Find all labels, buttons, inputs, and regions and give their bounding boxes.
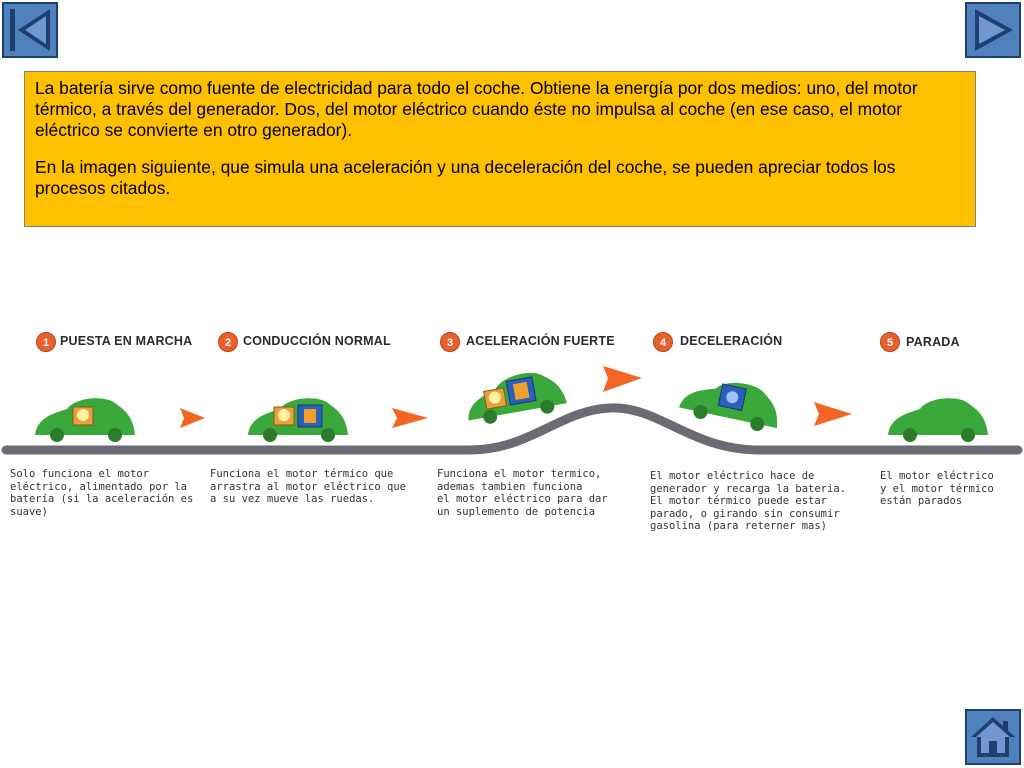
step-5-number: 5	[880, 332, 900, 352]
step-2-description: Funciona el motor térmico que arrastra al motor eléctrico que a su vez mueve las ruedas.	[210, 468, 406, 505]
home-icon	[967, 711, 1019, 763]
road	[6, 408, 1018, 450]
car-3	[462, 367, 568, 427]
step-5-title: PARADA	[906, 335, 960, 349]
home-button[interactable]	[965, 709, 1021, 765]
arrow-4	[814, 402, 852, 426]
first-slide-icon	[4, 4, 56, 56]
first-slide-button[interactable]	[2, 2, 58, 58]
step-1-title: PUESTA EN MARCHA	[60, 334, 193, 348]
step-3-title: ACELERACIÓN FUERTE	[466, 334, 615, 348]
car-4	[678, 371, 785, 435]
hybrid-process-figure	[0, 300, 1024, 550]
car-2	[248, 398, 348, 442]
car-5	[888, 398, 988, 442]
arrow-2	[392, 408, 428, 428]
step-5-description: El motor eléctrico y el motor térmico están parados	[880, 470, 994, 507]
step-3-number: 3	[440, 332, 460, 352]
explanation-textbox	[24, 71, 976, 227]
paragraph-battery: La batería sirve como fuente de electricidad para todo el coche. Obtiene la energía por dos medios: uno, del motor térmico, a través del generador. Dos, del motor eléctrico cuando éste no impulsa al coche (en ese caso, el motor eléctrico se convierte en otro generador).	[35, 78, 918, 140]
car-1	[35, 398, 135, 442]
arrow-3	[603, 366, 642, 392]
step-2-title: CONDUCCIÓN NORMAL	[243, 334, 391, 348]
step-1-number: 1	[36, 332, 56, 352]
step-4-description: El motor eléctrico hace de generador y recarga la bateria. El motor térmico puede estar parado, o girando sin consumir gasolina (para reterner mas)	[650, 470, 846, 532]
step-3-description: Funciona el motor termico, ademas tambien funciona el motor eléctrico para dar un suplemento de potencia	[437, 468, 608, 518]
arrow-1	[180, 408, 205, 428]
next-slide-button[interactable]	[965, 2, 1021, 58]
step-2-number: 2	[218, 332, 238, 352]
step-4-title: DECELERACIÓN	[680, 334, 783, 348]
paragraph-image-intro: En la imagen siguiente, que simula una aceleración y una deceleración del coche, se pueden apreciar todos los procesos citados.	[35, 157, 896, 198]
step-1-description: Solo funciona el motor eléctrico, alimentado por la batería (si la aceleración es suave)	[10, 468, 194, 518]
step-4-number: 4	[653, 332, 673, 352]
next-slide-icon	[967, 4, 1019, 56]
